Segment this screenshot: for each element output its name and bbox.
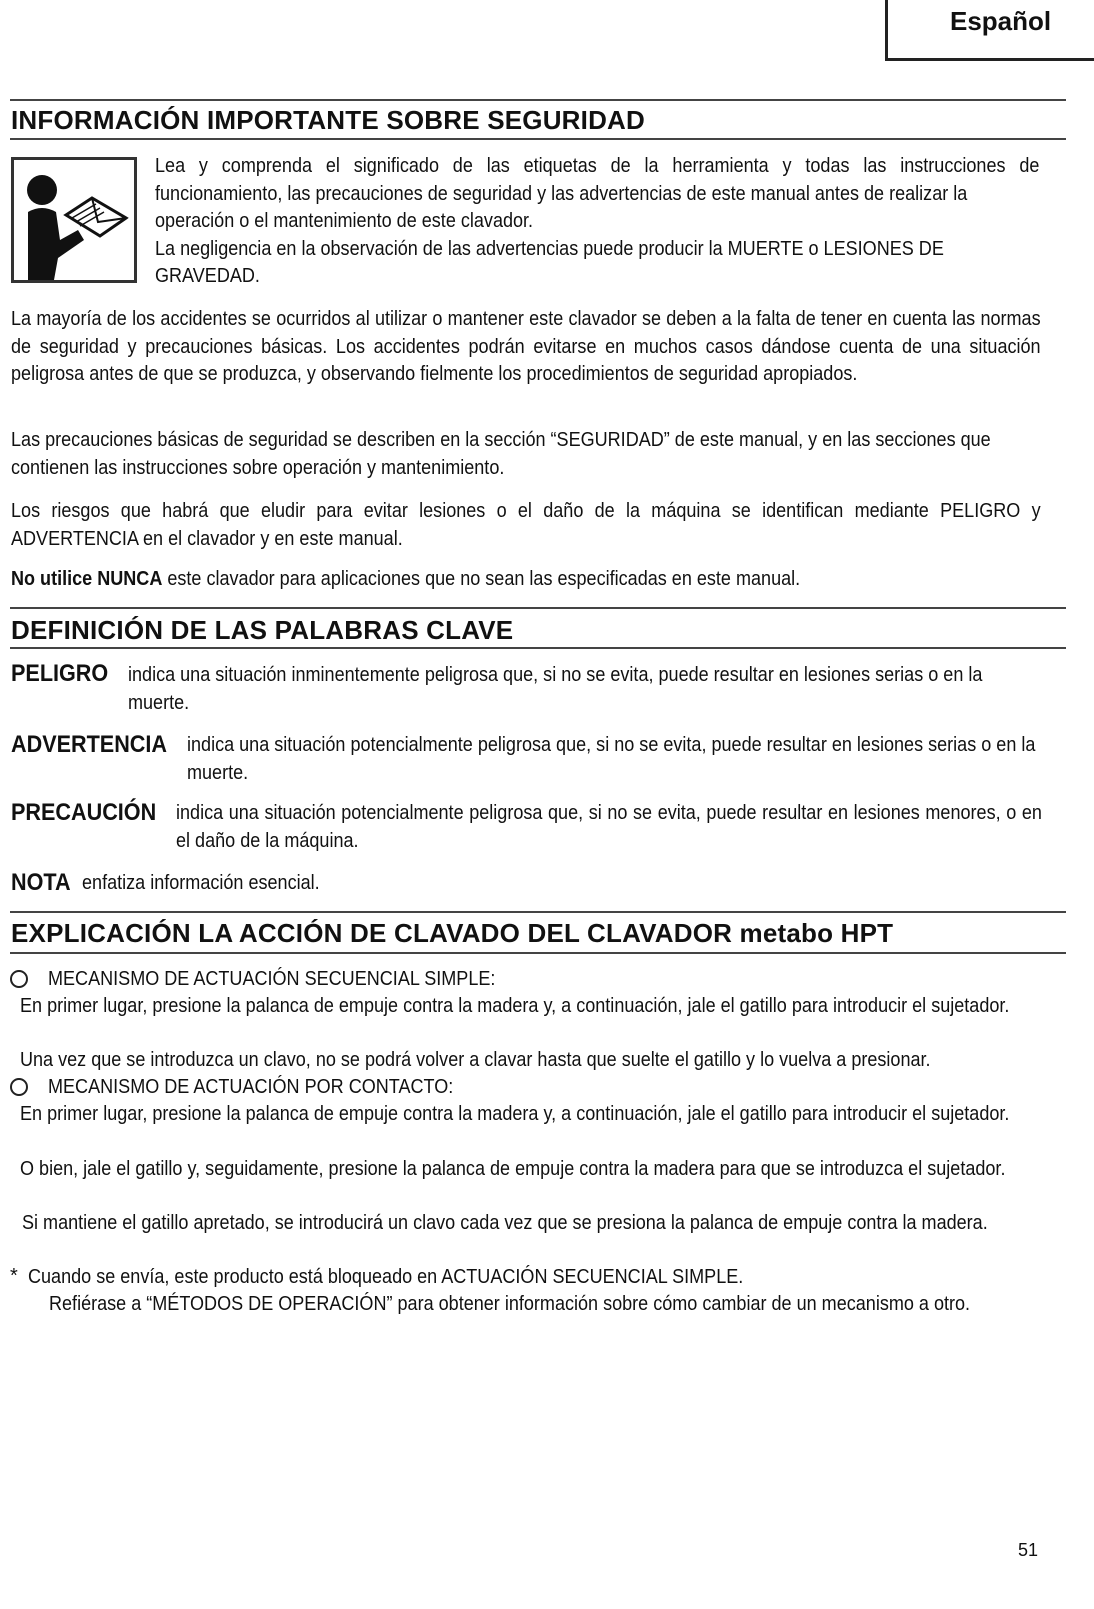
definition-peligro: indica una situación inminentemente peligrosa que, si no se evita, puede resultar en lesiones serias o en la muerte. bbox=[128, 663, 983, 714]
section-rule-top bbox=[10, 607, 1066, 609]
shipping-note-line1: Cuando se envía, este producto está bloqueado en ACTUACIÓN SECUENCIAL SIMPLE. bbox=[28, 1265, 744, 1288]
never-use-emphasis: No utilice NUNCA bbox=[11, 567, 163, 590]
circle-bullet-icon bbox=[10, 1078, 28, 1096]
intro-line: La negligencia en la observación de las advertencias puede producir la MUERTE o LESIONES DE bbox=[155, 236, 944, 260]
language-tab bbox=[885, 0, 1094, 61]
keywords-heading: DEFINICIÓN DE LAS PALABRAS CLAVE bbox=[11, 615, 514, 645]
section-rule-bottom bbox=[10, 647, 1066, 649]
precautions-paragraph: Las precauciones básicas de seguridad se describen en la sección “SEGURIDAD” de este manual, y en las secciones que contienen las instrucciones sobre operación y mantenimiento. bbox=[11, 428, 991, 479]
never-use-paragraph bbox=[11, 565, 800, 593]
mechanism-contact-title: MECANISMO DE ACTUACIÓN POR CONTACTO: bbox=[48, 1075, 454, 1098]
intro-line: Lea y comprenda el significado de las etiquetas de la herramienta y todas las instrucciones de bbox=[155, 154, 1040, 177]
term-precaucion: PRECAUCIÓN bbox=[11, 799, 157, 826]
accidents-paragraph: La mayoría de los accidentes se ocurridos al utilizar o mantener este clavador se deben a la falta de tener en cuenta las normas de seguridad y precauciones básicas. Los accidentes podrán evitarse en muchos casos dándose cuenta de una situación peligrosa antes de que se produzca, y observando fielmente los procedimientos de seguridad apropiados. bbox=[11, 307, 1041, 385]
circle-bullet-icon bbox=[10, 970, 28, 988]
nailing-action-heading: EXPLICACIÓN LA ACCIÓN DE CLAVADO DEL CLAVADOR metabo HPT bbox=[11, 918, 894, 948]
section-rule-top bbox=[10, 911, 1066, 913]
intro-line: GRAVEDAD. bbox=[155, 264, 260, 287]
safety-heading: INFORMACIÓN IMPORTANTE SOBRE SEGURIDAD bbox=[11, 105, 646, 135]
term-advertencia: ADVERTENCIA bbox=[11, 731, 168, 758]
mechanism-sequential-step2: Una vez que se introduzca un clavo, no se podrá volver a clavar hasta que suelte el gatillo y lo vuelva a presionar. bbox=[20, 1048, 931, 1071]
note-asterisk: * bbox=[10, 1265, 18, 1287]
definition-precaucion: indica una situación potencialmente peligrosa que, si no se evita, puede resultar en lesiones menores, o en el daño de la máquina. bbox=[176, 801, 1042, 852]
section-rule-bottom bbox=[10, 952, 1066, 954]
read-manual-icon bbox=[11, 157, 137, 283]
risks-paragraph: Los riesgos que habrá que eludir para evitar lesiones o el daño de la máquina se identifican mediante PELIGRO y ADVERTENCIA en el clavador y en este manual. bbox=[11, 499, 1041, 550]
mechanism-contact-step3: Si mantiene el gatillo apretado, se introducirá un clavo cada vez que se presiona la palanca de empuje contra la madera. bbox=[22, 1211, 988, 1234]
mechanism-sequential-title: MECANISMO DE ACTUACIÓN SECUENCIAL SIMPLE: bbox=[48, 967, 496, 990]
language-label: Español bbox=[950, 6, 1052, 36]
intro-block bbox=[155, 152, 1039, 290]
definition-advertencia: indica una situación potencialmente peligrosa que, si no se evita, puede resultar en lesiones serias o en la muerte. bbox=[187, 733, 1036, 784]
mechanism-contact-step1: En primer lugar, presione la palanca de empuje contra la madera y, a continuación, jale el gatillo para introducir el sujetador. bbox=[20, 1102, 1010, 1125]
definition-nota: enfatiza información esencial. bbox=[82, 871, 320, 894]
section-rule-top bbox=[10, 99, 1066, 101]
never-use-text: este clavador para aplicaciones que no sean las especificadas en este manual. bbox=[162, 567, 801, 590]
page-number: 51 bbox=[1018, 1540, 1039, 1560]
term-peligro: PELIGRO bbox=[11, 660, 109, 687]
term-nota: NOTA bbox=[11, 869, 71, 896]
mechanism-sequential-step1: En primer lugar, presione la palanca de empuje contra la madera y, a continuación, jale el gatillo para introducir el sujetador. bbox=[20, 994, 1010, 1017]
mechanism-contact-step2: O bien, jale el gatillo y, seguidamente, presione la palanca de empuje contra la madera para que se introduzca el sujetador. bbox=[20, 1157, 1006, 1180]
intro-line: funcionamiento, las precauciones de seguridad y las advertencias de este manual antes de realizar la bbox=[155, 181, 968, 205]
intro-line: operación o el mantenimiento de este clavador. bbox=[155, 209, 534, 232]
section-rule-bottom bbox=[10, 138, 1066, 140]
shipping-note-line2: Refiérase a “MÉTODOS DE OPERACIÓN” para obtener información sobre cómo cambiar de un mecanismo a otro. bbox=[49, 1292, 971, 1315]
